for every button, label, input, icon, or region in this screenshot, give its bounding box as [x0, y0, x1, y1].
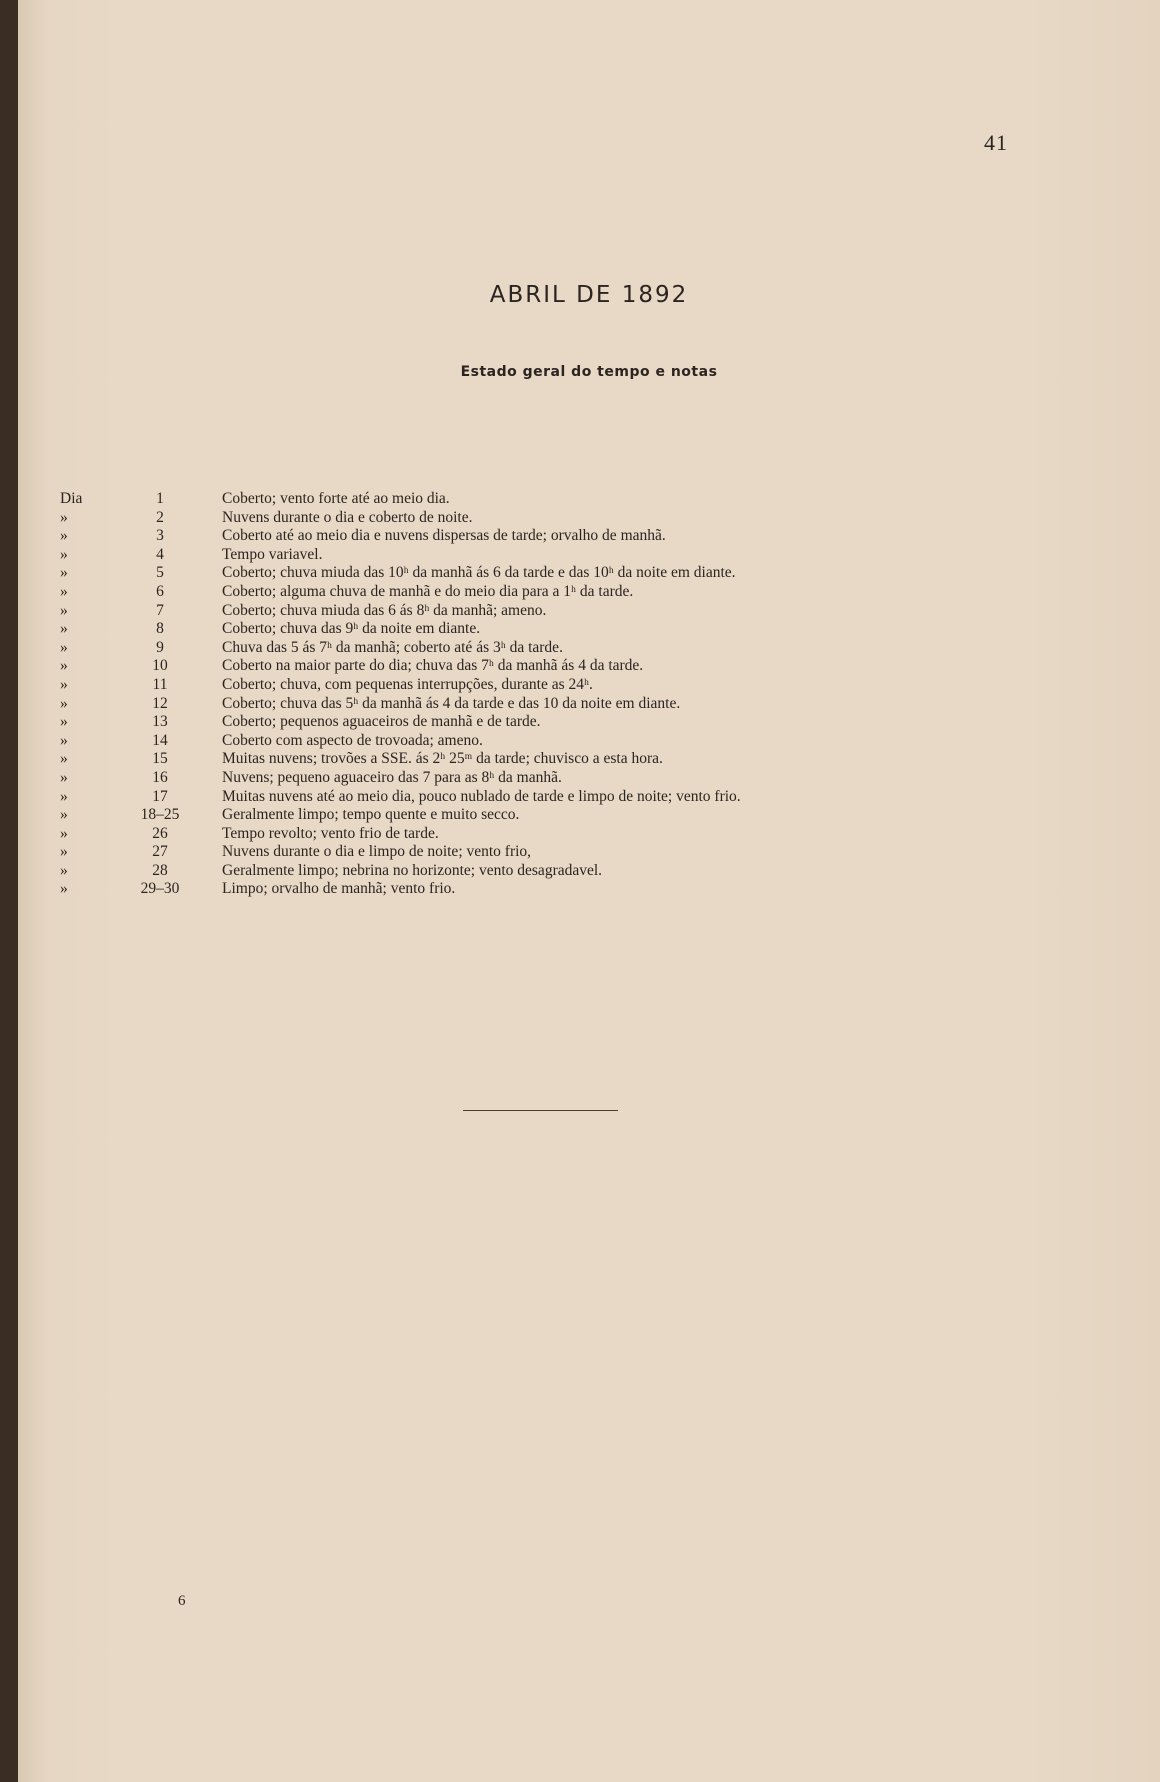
entry-note: Tempo variavel.	[222, 545, 323, 563]
entry-day: 3	[156, 527, 164, 545]
entry-label: »	[60, 564, 68, 582]
entry-label: »	[60, 768, 68, 786]
entry-label: »	[60, 638, 68, 656]
entry-note: Coberto; chuva das 9ʰ da noite em diante.	[222, 620, 481, 638]
document-page	[18, 0, 1160, 1782]
entry-label: »	[60, 675, 68, 693]
list-item	[60, 657, 920, 676]
signature-mark: 6	[178, 1593, 186, 1609]
entry-note: Nuvens; pequeno aguaceiro das 7 para as 8ʰ da manhã.	[222, 768, 562, 786]
entry-day: 9	[156, 638, 164, 656]
entry-day: 27	[152, 843, 168, 861]
entry-day: 12	[152, 694, 168, 712]
list-item	[60, 806, 920, 825]
entry-note: Tempo revolto; vento frio de tarde.	[222, 824, 439, 842]
list-item	[60, 713, 920, 732]
list-item	[60, 490, 920, 509]
entry-label: »	[60, 601, 68, 619]
entry-note: Nuvens durante o dia e coberto de noite.	[222, 508, 473, 526]
entry-note: Geralmente limpo; nebrina no horizonte; vento desagradavel.	[222, 861, 603, 879]
entry-label: »	[60, 880, 68, 898]
entry-note: Coberto com aspecto de trovoada; ameno.	[222, 731, 483, 749]
list-item	[60, 750, 920, 769]
entry-day: 8	[156, 620, 164, 638]
page-number: 41	[984, 130, 1008, 155]
entry-label: »	[60, 861, 68, 879]
list-item	[60, 732, 920, 751]
entry-label: »	[60, 508, 68, 526]
list-item	[60, 583, 920, 602]
list-item	[60, 769, 920, 788]
weather-entries-list	[60, 490, 920, 899]
entry-day: 10	[152, 657, 168, 675]
entry-day: 15	[152, 750, 168, 768]
entry-note: Muitas nuvens até ao meio dia, pouco nublado de tarde e limpo de noite; vento frio.	[222, 787, 741, 805]
entry-label: »	[60, 824, 68, 842]
entry-day: 18–25	[140, 806, 180, 824]
horizontal-rule	[463, 1110, 618, 1111]
entry-label: »	[60, 713, 68, 731]
entry-day: 2	[156, 508, 164, 526]
entry-day: 16	[152, 768, 168, 786]
entry-label: »	[60, 843, 68, 861]
entry-label: »	[60, 657, 68, 675]
entry-day: 13	[152, 713, 168, 731]
entry-day: 7	[156, 601, 164, 619]
entry-note: Coberto; chuva miuda das 10ʰ da manhã ás 6 da tarde e das 10ʰ da noite em diante.	[222, 564, 736, 582]
list-item	[60, 509, 920, 528]
entry-note: Muitas nuvens; trovões a SSE. ás 2ʰ 25ᵐ da tarde; chuvisco a esta hora.	[222, 750, 663, 768]
entry-day: 28	[152, 861, 168, 879]
entry-note: Geralmente limpo; tempo quente e muito secco.	[222, 806, 520, 824]
entry-day: 5	[156, 564, 164, 582]
list-item	[60, 788, 920, 807]
entry-label: »	[60, 620, 68, 638]
entry-day: 6	[156, 582, 164, 600]
entry-note: Coberto; alguma chuva de manhã e do meio dia para a 1ʰ da tarde.	[222, 582, 634, 600]
entry-note: Coberto; chuva miuda das 6 ás 8ʰ da manhã; ameno.	[222, 601, 547, 619]
entry-label: Dia	[60, 490, 83, 507]
page-subtitle: Estado geral do tempo e notas	[460, 364, 718, 380]
entry-note: Coberto até ao meio dia e nuvens dispersas de tarde; orvalho de manhã.	[222, 527, 666, 545]
list-item	[60, 620, 920, 639]
entry-note: Chuva das 5 ás 7ʰ da manhã; coberto até ás 3ʰ da tarde.	[222, 638, 563, 656]
entry-day: 4	[156, 545, 164, 563]
entry-note: Limpo; orvalho de manhã; vento frio.	[222, 880, 456, 898]
entry-note: Nuvens durante o dia e limpo de noite; vento frio,	[222, 843, 532, 861]
entry-note: Coberto; vento forte até ao meio dia.	[222, 490, 450, 507]
entry-label: »	[60, 806, 68, 824]
page-title: ABRIL DE 1892	[489, 282, 689, 308]
list-item	[60, 527, 920, 546]
list-item	[60, 880, 920, 899]
list-item	[60, 639, 920, 658]
list-item	[60, 695, 920, 714]
list-item	[60, 825, 920, 844]
entry-note: Coberto na maior parte do dia; chuva das 7ʰ da manhã ás 4 da tarde.	[222, 657, 644, 675]
list-item	[60, 564, 920, 583]
list-item	[60, 862, 920, 881]
entry-label: »	[60, 750, 68, 768]
list-item	[60, 843, 920, 862]
entry-label: »	[60, 527, 68, 545]
entry-label: »	[60, 545, 68, 563]
entry-note: Coberto; chuva, com pequenas interrupções, durante as 24ʰ.	[222, 675, 593, 693]
entry-label: »	[60, 694, 68, 712]
list-item	[60, 602, 920, 621]
entry-day: 11	[152, 675, 168, 693]
entry-day: 1	[156, 490, 164, 507]
entry-label: »	[60, 582, 68, 600]
entry-note: Coberto; pequenos aguaceiros de manhã e de tarde.	[222, 713, 541, 731]
entry-note: Coberto; chuva das 5ʰ da manhã ás 4 da tarde e das 10 da noite em diante.	[222, 694, 681, 712]
list-item	[60, 676, 920, 695]
entry-label: »	[60, 787, 68, 805]
list-item	[60, 546, 920, 565]
entry-day: 26	[152, 824, 168, 842]
entry-label: »	[60, 731, 68, 749]
entry-day: 29–30	[140, 880, 180, 898]
entry-day: 14	[152, 731, 168, 749]
entry-day: 17	[152, 787, 168, 805]
